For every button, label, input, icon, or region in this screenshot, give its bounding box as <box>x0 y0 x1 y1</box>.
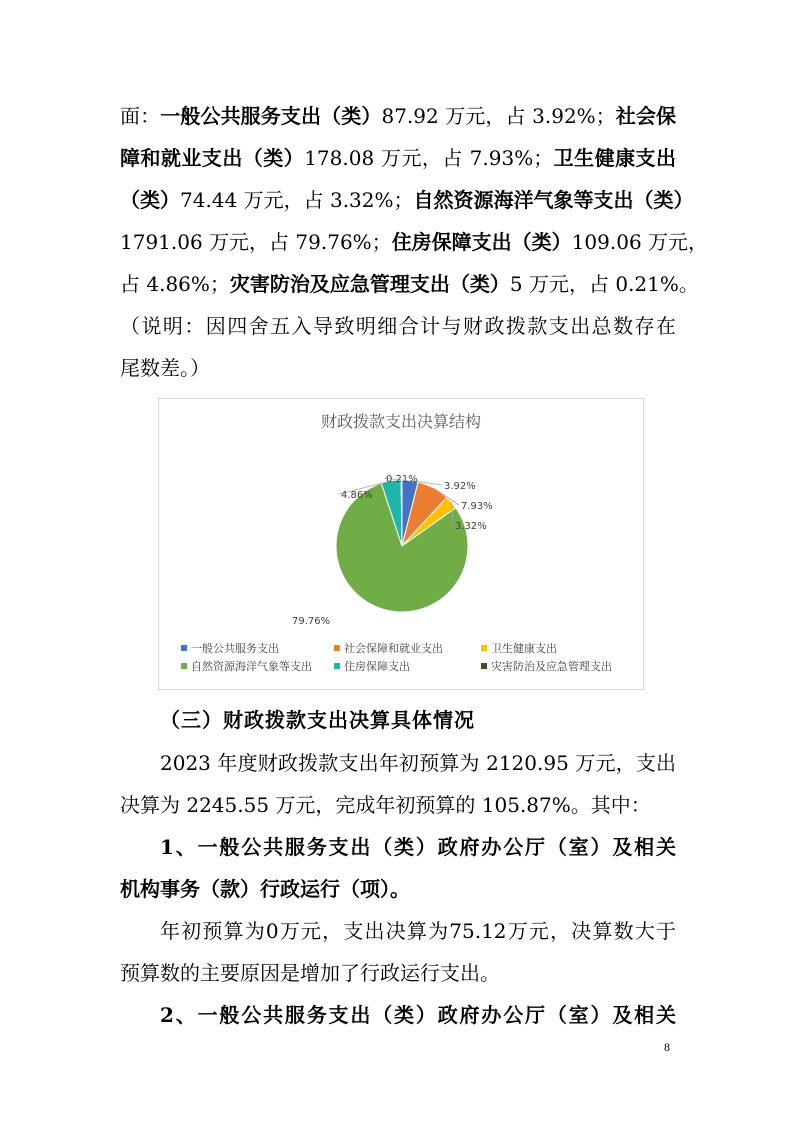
data-label: 79.76% <box>292 616 331 627</box>
data-label: 4.86% <box>341 490 373 501</box>
para2-line2: 预算数的主要原因是增加了行政运行支出。 <box>120 961 500 985</box>
legend-swatch <box>481 645 487 651</box>
chart-title: 财政拨款支出决算结构 <box>320 412 482 431</box>
text-run: 住房保障支出（类） <box>391 230 572 254</box>
text-run: 74.44 万元，占 3.32%； <box>180 188 414 212</box>
text-run: 109.06 万元， <box>571 230 709 254</box>
section-heading: （三）财政拨款支出决算具体情况 <box>160 708 475 732</box>
body-line-5 <box>120 270 699 298</box>
para2-line1: 年初预算为0万元，支出决算为75.12万元，决算数大于 <box>160 919 676 943</box>
text-run: 障和就业支出（类） <box>120 146 305 170</box>
legend-label: 住房保障支出 <box>344 660 410 673</box>
text-run: 尾数差。） <box>120 356 210 380</box>
item2-line1: 2、一般公共服务支出（类）政府办公厅（室）及相关 <box>160 1003 676 1027</box>
legend-label: 灾害防治及应急管理支出 <box>491 660 612 673</box>
page-number: 8 <box>664 1040 670 1054</box>
text-run: 社会保 <box>615 104 677 128</box>
body-line-4 <box>120 228 709 256</box>
item1-line2: 机构事务（款）行政运行（项）。 <box>120 877 410 901</box>
data-label: 3.32% <box>455 521 487 532</box>
body-line-3 <box>120 186 694 214</box>
legend-label: 卫生健康支出 <box>491 642 557 655</box>
para1-line1: 2023 年度财政拨款支出年初预算为 2120.95 万元，支出 <box>160 751 676 775</box>
legend-swatch <box>181 663 187 669</box>
text-run: 卫生健康支出 <box>553 146 677 170</box>
pie-chart-svg <box>159 399 643 689</box>
text-run: 灾害防治及应急管理支出（类） <box>229 272 510 296</box>
text-run: 占 4.86%； <box>120 272 230 296</box>
body-line-6 <box>120 312 676 340</box>
text-run: 面： <box>120 104 161 128</box>
text-run: 87.92 万元，占 3.92%； <box>381 104 616 128</box>
text-run: 5 万元，占 0.21%。 <box>509 272 699 296</box>
legend-label: 自然资源海洋气象等支出 <box>191 660 312 673</box>
legend-label: 社会保障和就业支出 <box>344 642 443 655</box>
text-run: 自然资源海洋气象等支出（类） <box>413 188 694 212</box>
pie-chart <box>158 398 644 690</box>
legend-label: 一般公共服务支出 <box>191 642 279 655</box>
para1-line2: 决算为 2245.55 万元，完成年初预算的 105.87%。其中： <box>120 793 651 817</box>
text-run: 1791.06 万元，占 79.76%； <box>120 230 392 254</box>
text-run: 178.08 万元，占 7.93%； <box>304 146 554 170</box>
body-line-2 <box>120 144 676 172</box>
text-run: （说明：因四舍五入导致明细合计与财政拨款支出总数存在 <box>120 314 676 338</box>
text-run: （类） <box>120 188 180 212</box>
legend-swatch <box>481 663 487 669</box>
legend-swatch <box>334 663 340 669</box>
legend-swatch <box>181 645 187 651</box>
data-label: 0.21% <box>386 474 418 485</box>
text-run: 一般公共服务支出（类） <box>160 104 382 128</box>
body-line-1 <box>120 102 676 130</box>
data-label: 7.93% <box>461 501 493 512</box>
data-label: 3.92% <box>444 481 476 492</box>
body-line-7 <box>120 354 676 382</box>
item1-line1: 1、一般公共服务支出（类）政府办公厅（室）及相关 <box>160 835 676 859</box>
legend-swatch <box>334 645 340 651</box>
